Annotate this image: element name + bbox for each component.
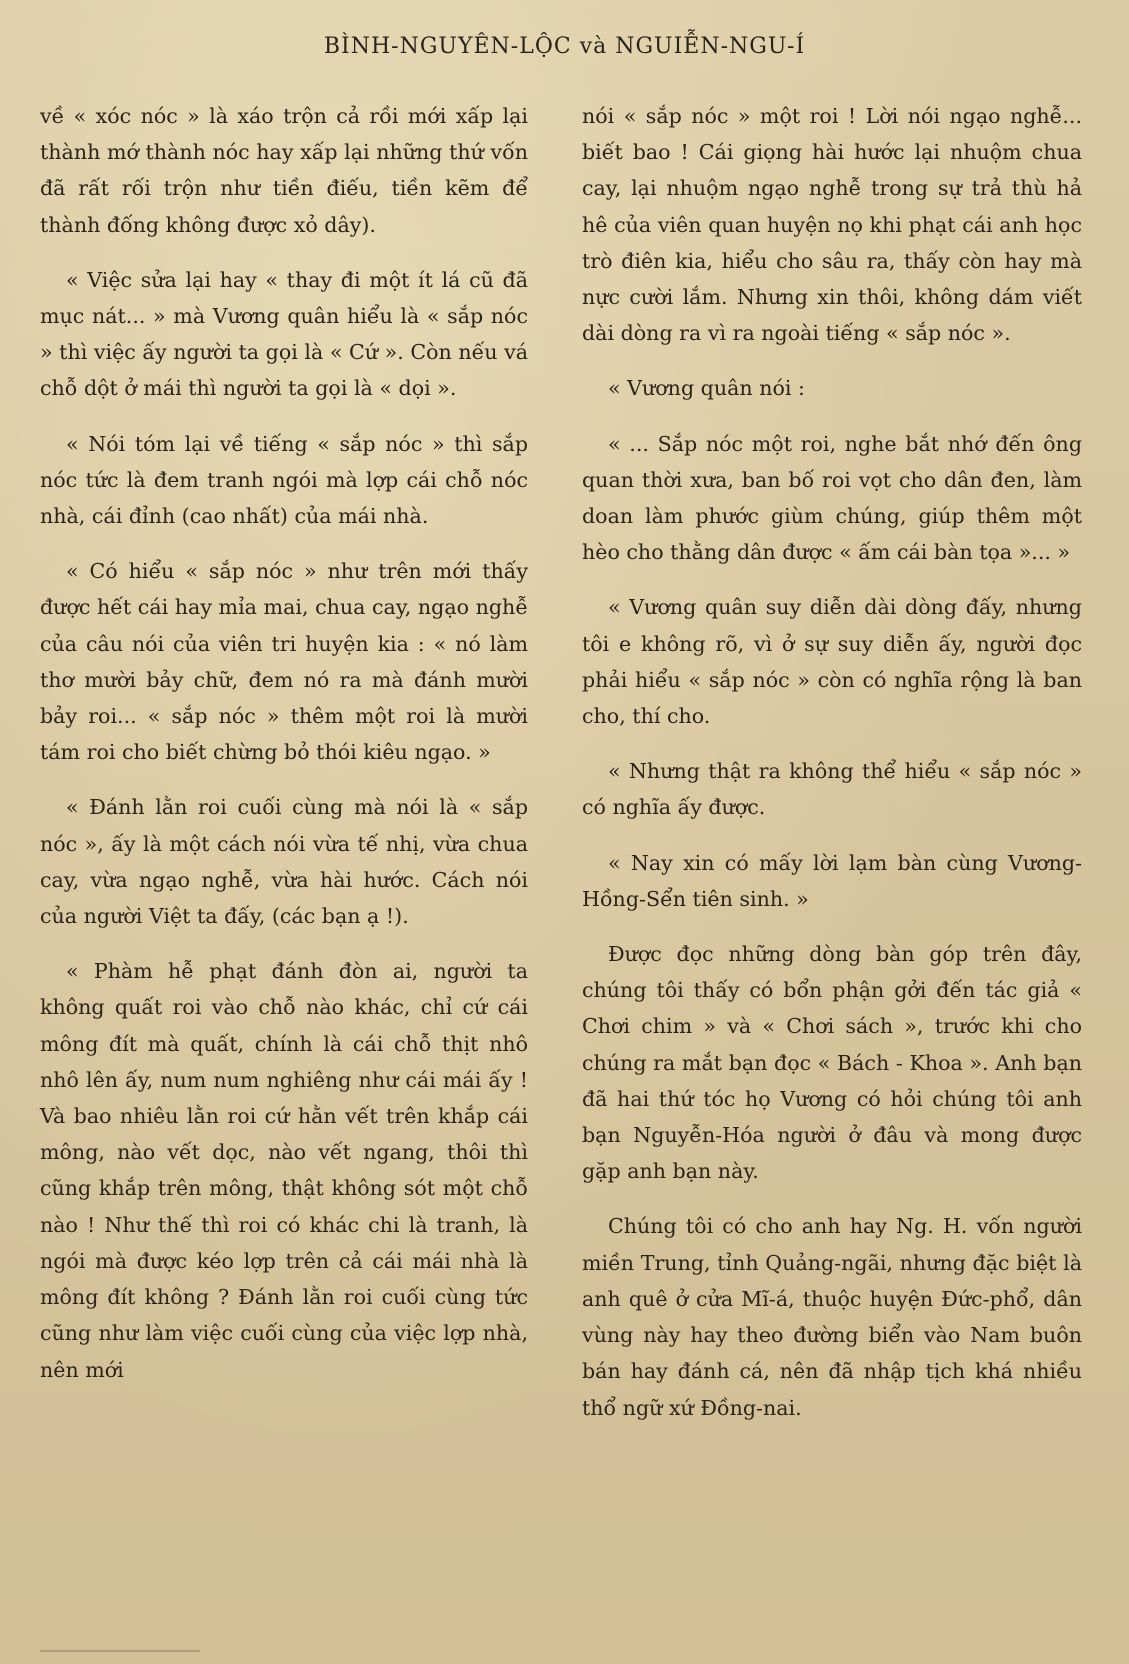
paragraph: « Phàm hễ phạt đánh đòn ai, người ta không quất roi vào chỗ nào khác, chỉ cứ cái mông đít mà quất, chính là cái chỗ thịt nhô nhô lên ấy, num num nghiêng như cái mái ấy ! Và bao nhiêu lằn roi cứ hằn vết trên khắp cái mông, nào vết dọc, nào vết ngang, thôi thì cũng khắp trên mông, thật không sót một chỗ nào ! Như thế thì roi có khác chi là tranh, là ngói mà được kéo lợp trên cả cái mái nhà là mông đít không ? Đánh lằn roi cuối cùng tức cũng như làm việc cuối cùng của việc lợp nhà, nên mới [40,959,528,1382]
paragraph: Được đọc những dòng bàn góp trên đây, chúng tôi thấy có bổn phận gởi đến tác giả « Chơi chim » và « Chơi sách », trước khi cho chúng ra mắt bạn đọc « Bách - Khoa ». Anh bạn đã hai thứ tóc họ Vương có hỏi chúng tôi anh bạn Nguyễn-Hóa người ở đâu và mong được gặp anh bạn này. [582,942,1082,1184]
left-column [40,98,528,1407]
paragraph: « Việc sửa lại hay « thay đi một ít lá cũ đã mục nát... » mà Vương quân hiểu là « sắp nóc » thì việc ấy người ta gọi là « Cứ ». Còn nếu vá chỗ dột ở mái thì người ta gọi là « dọi ». [40,267,528,401]
running-header: BÌNH-NGUYÊN-LỘC và NGUIỄN-NGU-Í [323,34,806,59]
right-column [582,98,1082,1445]
footer-rule [40,1650,200,1652]
paragraph: nói « sắp nóc » một roi ! Lời nói ngạo nghễ... biết bao ! Cái giọng hài hước lại nhuộm chua cay, lại nhuộm ngạo nghễ trong sự trả thù hả hê của viên quan huyện nọ khi phạt cái anh học trò điên kia, hiểu cho sâu ra, thấy còn hay mà nực cười lắm. Nhưng xin thôi, không dám viết dài dòng ra vì ra ngoài tiếng « sắp nóc ». [582,104,1082,346]
paragraph: « Vương quân nói : [608,376,805,401]
paragraph: « ... Sắp nóc một roi, nghe bắt nhớ đến ông quan thời xưa, ban bố roi vọt cho dân đen, làm doan làm phước giùm chúng, giúp thêm một hèo cho thằng dân được « ấm cái bàn tọa »... » [582,431,1082,565]
paragraph: « Nay xin có mấy lời lạm bàn cùng Vương-Hồng-Sển tiên sinh. » [582,850,1082,911]
paragraph: « Có hiểu « sắp nóc » như trên mới thấy được hết cái hay mỉa mai, chua cay, ngạo nghễ của câu nói của viên tri huyện kia : « nó làm thơ mười bảy chữ, đem nó ra mà đánh mười bảy roi... « sắp nóc » thêm một roi là mười tám roi cho biết chừng bỏ thói kiêu ngạo. » [40,559,528,765]
paragraph: « Đánh lằn roi cuối cùng mà nói là « sắp nóc », ấy là một cách nói vừa tế nhị, vừa chua cay, vừa ngạo nghễ, vừa hài hước. Cách nói của người Việt ta đấy, (các bạn ạ !). [40,795,528,929]
paragraph: « Vương quân suy diễn dài dòng đấy, nhưng tôi e không rõ, vì ở sự suy diễn ấy, người đọc phải hiểu « sắp nóc » còn có nghĩa rộng là ban cho, thí cho. [582,595,1082,729]
paragraph: « Nhưng thật ra không thể hiểu « sắp nóc » có nghĩa ấy được. [582,759,1082,820]
paragraph: « Nói tóm lại về tiếng « sắp nóc » thì sắp nóc tức là đem tranh ngói mà lợp cái chỗ nóc nhà, cái đỉnh (cao nhất) của mái nhà. [40,431,528,529]
paragraph: Chúng tôi có cho anh hay Ng. H. vốn người miền Trung, tỉnh Quảng-ngãi, nhưng đặc biệt là anh quê ở cửa Mĩ-á, thuộc huyện Đức-phổ, dân vùng này hay theo đường biển vào Nam buôn bán hay đánh cá, nên đã nhập tịch khá nhiều thổ ngữ xứ Đồng-nai. [582,1214,1082,1420]
paragraph: về « xóc nóc » là xáo trộn cả rồi mới xấp lại thành mớ thành nóc hay xấp lại những thứ vốn đã rất rối trộn như tiền điếu, tiền kẽm để thành đống không được xỏ dây). [40,104,528,237]
